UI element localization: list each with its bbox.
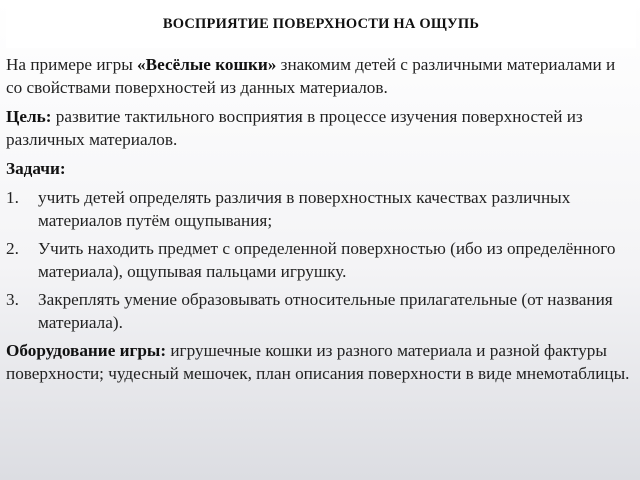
equipment-label: Оборудование игры: xyxy=(6,341,167,360)
task-item xyxy=(6,237,632,283)
task-item xyxy=(6,288,632,334)
title-box xyxy=(6,0,636,48)
task-text: учить детей определять различия в поверхностных качествах различных материалов путём ощупывания; xyxy=(38,188,571,230)
slide-content xyxy=(6,53,632,391)
intro-text-after: знакомим детей с различными материалами и со свойствами поверхностей из данных материалов. xyxy=(6,55,616,97)
intro-text-before: На примере игры xyxy=(6,55,138,74)
goal-text: развитие тактильного восприятия в процессе изучения поверхностей из различных материалов. xyxy=(6,107,583,149)
tasks-list xyxy=(6,186,632,334)
task-text: Закреплять умение образовывать относительные прилагательные (от названия материала). xyxy=(38,290,613,332)
game-name: «Весёлые кошки» xyxy=(137,55,277,74)
task-number: 3. xyxy=(6,290,19,309)
task-item xyxy=(6,186,632,232)
equipment-text: игрушечные кошки из разного материала и разной фактуры поверхности; чудесный мешочек, план описания поверхности в виде мнемотаблицы. xyxy=(6,341,630,383)
task-number: 2. xyxy=(6,239,19,258)
tasks-label: Задачи: xyxy=(6,159,66,178)
task-text: Учить находить предмет с определенной поверхностью (ибо из определённого материала), ощупывая пальцами игрушку. xyxy=(38,239,616,281)
goal-paragraph xyxy=(6,105,632,151)
intro-paragraph xyxy=(6,53,632,99)
slide-title: ВОСПРИЯТИЕ ПОВЕРХНОСТИ НА ОЩУПЬ xyxy=(162,15,480,32)
goal-label: Цель: xyxy=(6,107,52,126)
equipment-paragraph xyxy=(6,339,632,385)
tasks-heading xyxy=(6,157,632,180)
task-number: 1. xyxy=(6,188,19,207)
